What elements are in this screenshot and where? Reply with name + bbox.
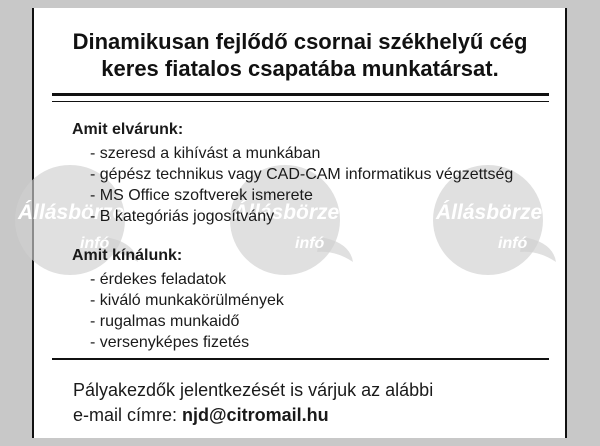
svg-text:Állásbörze: Állásbörze [436,201,543,224]
offers-section [72,246,284,353]
offers-title: Amit kínálunk: [72,247,183,264]
svg-text:infó: infó [295,235,325,252]
svg-text:infó: infó [498,235,528,252]
headline [0,28,600,82]
list-item: - gépész technikus vagy CAD-CAM informatikus végzettség [90,166,514,183]
requirements-section [72,120,513,227]
email-link[interactable]: njd@citromail.hu [182,405,329,425]
list-item: - B kategóriás jogosítvány [90,208,275,225]
headline-line-2: keres fiatalos csapatába munkatársat. [101,56,499,81]
list-item: - szeresd a kihívást a munkában [90,145,321,162]
divider-thin [52,101,549,102]
contact-footer [73,378,433,428]
footer-line-1: Pályakezdők jelentkezését is várjuk az alábbi [73,380,434,400]
requirements-title: Amit elvárunk: [72,121,184,138]
footer-line-2 [73,403,433,428]
headline-line-1: Dinamikusan fejlődő csornai székhelyű cég [72,29,528,54]
list-item: - érdekes feladatok [90,271,227,288]
divider-footer [52,358,549,360]
list-item: - MS Office szoftverek ismerete [90,187,313,204]
list-item: - kiváló munkakörülmények [90,292,284,309]
list-item: - versenyképes fizetés [90,334,250,351]
email-label: e-mail címre: [73,405,183,425]
list-item: - rugalmas munkaidő [90,313,240,330]
svg-text:Állásbörze: Állásbörze [233,201,340,224]
svg-text:Állásbörze: Állásbörze [18,201,125,224]
divider-thick [52,93,549,96]
svg-text:infó: infó [80,235,110,252]
